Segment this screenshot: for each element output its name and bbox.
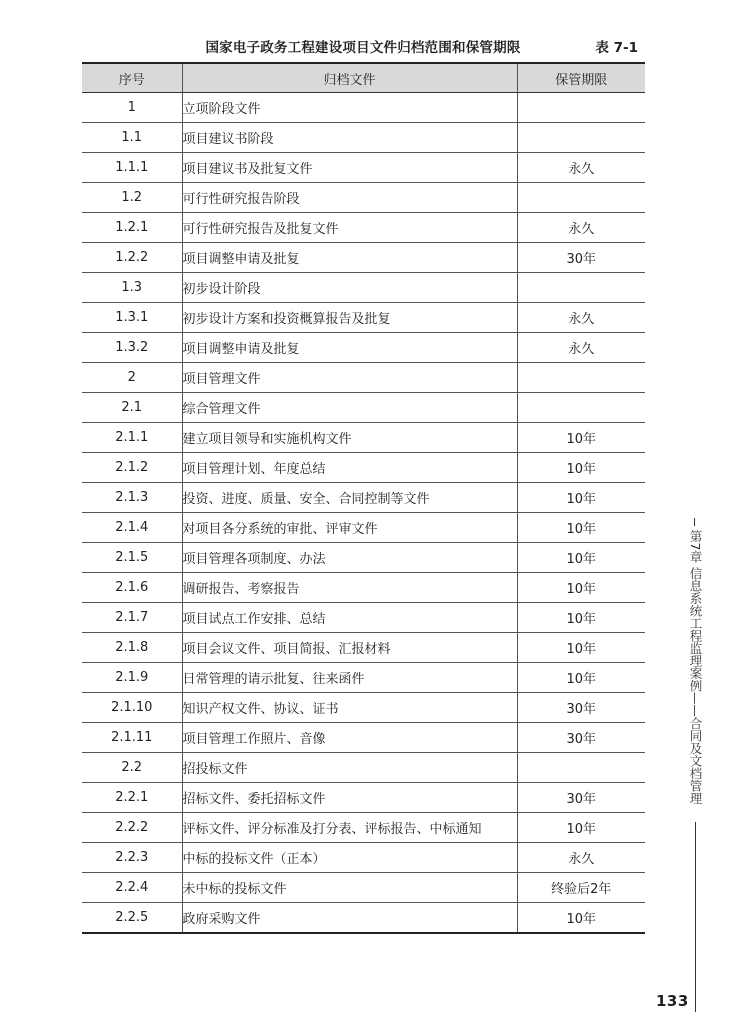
table-row bbox=[82, 543, 645, 573]
row-retention: 10年 bbox=[517, 453, 645, 483]
table-row bbox=[82, 813, 645, 843]
row-retention bbox=[517, 753, 645, 783]
side-rule-bottom bbox=[695, 822, 696, 1012]
table-row bbox=[82, 573, 645, 603]
row-document: 项目建议书阶段 bbox=[182, 123, 517, 153]
row-retention: 10年 bbox=[517, 513, 645, 543]
page-number: 133 bbox=[656, 992, 689, 1010]
row-serial: 1.1.1 bbox=[82, 153, 182, 183]
row-serial: 2.1.6 bbox=[82, 573, 182, 603]
row-retention: 10年 bbox=[517, 903, 645, 934]
table-row bbox=[82, 303, 645, 333]
row-retention: 永久 bbox=[517, 333, 645, 363]
table-row bbox=[82, 783, 645, 813]
table-row bbox=[82, 363, 645, 393]
table-row bbox=[82, 183, 645, 213]
row-serial: 2 bbox=[82, 363, 182, 393]
table-row bbox=[82, 393, 645, 423]
row-serial: 1.3 bbox=[82, 273, 182, 303]
table-row bbox=[82, 723, 645, 753]
row-document: 项目调整申请及批复 bbox=[182, 333, 517, 363]
table-row bbox=[82, 513, 645, 543]
row-retention: 10年 bbox=[517, 573, 645, 603]
table-row bbox=[82, 153, 645, 183]
row-document: 对项目各分系统的审批、评审文件 bbox=[182, 513, 517, 543]
row-document: 中标的投标文件（正本） bbox=[182, 843, 517, 873]
row-retention: 30年 bbox=[517, 693, 645, 723]
row-document: 项目试点工作安排、总结 bbox=[182, 603, 517, 633]
row-document: 可行性研究报告及批复文件 bbox=[182, 213, 517, 243]
row-retention: 永久 bbox=[517, 153, 645, 183]
row-retention: 10年 bbox=[517, 543, 645, 573]
row-serial: 2.2.5 bbox=[82, 903, 182, 934]
table-row bbox=[82, 483, 645, 513]
header-retention: 保管期限 bbox=[517, 63, 645, 93]
table-row bbox=[82, 93, 645, 123]
row-retention: 10年 bbox=[517, 603, 645, 633]
row-document: 初步设计阶段 bbox=[182, 273, 517, 303]
row-serial: 2.1.8 bbox=[82, 633, 182, 663]
row-retention: 永久 bbox=[517, 843, 645, 873]
table-title: 国家电子政务工程建设项目文件归档范围和保管期限 bbox=[205, 40, 521, 56]
row-serial: 2.2.1 bbox=[82, 783, 182, 813]
row-retention bbox=[517, 273, 645, 303]
table-row bbox=[82, 693, 645, 723]
table-row bbox=[82, 243, 645, 273]
row-serial: 2.2.3 bbox=[82, 843, 182, 873]
row-document: 招标文件、委托招标文件 bbox=[182, 783, 517, 813]
row-serial: 2.1.2 bbox=[82, 453, 182, 483]
row-retention: 30年 bbox=[517, 783, 645, 813]
row-document: 调研报告、考察报告 bbox=[182, 573, 517, 603]
row-serial: 2.2 bbox=[82, 753, 182, 783]
table-caption bbox=[82, 34, 644, 58]
header-document: 归档文件 bbox=[182, 63, 517, 93]
row-serial: 1.3.1 bbox=[82, 303, 182, 333]
row-serial: 1 bbox=[82, 93, 182, 123]
row-document: 建立项目领导和实施机构文件 bbox=[182, 423, 517, 453]
row-document: 项目管理各项制度、办法 bbox=[182, 543, 517, 573]
row-document: 项目管理工作照片、音像 bbox=[182, 723, 517, 753]
row-serial: 2.1.11 bbox=[82, 723, 182, 753]
row-retention: 10年 bbox=[517, 813, 645, 843]
row-retention: 永久 bbox=[517, 303, 645, 333]
row-retention: 10年 bbox=[517, 633, 645, 663]
table-row bbox=[82, 123, 645, 153]
table-row bbox=[82, 633, 645, 663]
row-document: 初步设计方案和投资概算报告及批复 bbox=[182, 303, 517, 333]
row-retention bbox=[517, 183, 645, 213]
side-rule-top bbox=[694, 518, 695, 526]
table-number: 表 7-1 bbox=[595, 40, 638, 56]
row-serial: 1.2.1 bbox=[82, 213, 182, 243]
row-document: 知识产权文件、协议、证书 bbox=[182, 693, 517, 723]
table-row bbox=[82, 423, 645, 453]
row-document: 项目会议文件、项目简报、汇报材料 bbox=[182, 633, 517, 663]
row-document: 项目建议书及批复文件 bbox=[182, 153, 517, 183]
row-serial: 2.1.1 bbox=[82, 423, 182, 453]
row-serial: 1.1 bbox=[82, 123, 182, 153]
row-document: 招投标文件 bbox=[182, 753, 517, 783]
row-serial: 2.1.7 bbox=[82, 603, 182, 633]
row-document: 评标文件、评分标准及打分表、评标报告、中标通知 bbox=[182, 813, 517, 843]
row-document: 日常管理的请示批复、往来函件 bbox=[182, 663, 517, 693]
table-row bbox=[82, 903, 645, 934]
row-retention: 30年 bbox=[517, 243, 645, 273]
row-retention bbox=[517, 363, 645, 393]
row-serial: 2.1.5 bbox=[82, 543, 182, 573]
table-row bbox=[82, 333, 645, 363]
table-row bbox=[82, 873, 645, 903]
row-document: 项目调整申请及批复 bbox=[182, 243, 517, 273]
header-serial: 序号 bbox=[82, 63, 182, 93]
row-serial: 2.2.2 bbox=[82, 813, 182, 843]
table-row bbox=[82, 273, 645, 303]
row-document: 综合管理文件 bbox=[182, 393, 517, 423]
row-serial: 2.1.10 bbox=[82, 693, 182, 723]
row-serial: 2.1.3 bbox=[82, 483, 182, 513]
table-row bbox=[82, 843, 645, 873]
table-row bbox=[82, 453, 645, 483]
table-row bbox=[82, 603, 645, 633]
row-retention: 10年 bbox=[517, 483, 645, 513]
row-retention: 30年 bbox=[517, 723, 645, 753]
row-retention: 10年 bbox=[517, 423, 645, 453]
row-document: 未中标的投标文件 bbox=[182, 873, 517, 903]
row-serial: 2.2.4 bbox=[82, 873, 182, 903]
row-serial: 2.1 bbox=[82, 393, 182, 423]
row-serial: 2.1.9 bbox=[82, 663, 182, 693]
row-document: 投资、进度、质量、安全、合同控制等文件 bbox=[182, 483, 517, 513]
archive-table bbox=[82, 62, 645, 934]
row-retention bbox=[517, 93, 645, 123]
table-header-row bbox=[82, 63, 645, 93]
row-document: 可行性研究报告阶段 bbox=[182, 183, 517, 213]
row-document: 项目管理计划、年度总结 bbox=[182, 453, 517, 483]
chapter-side-text: 第7章 信息系统工程监理案例——合同及文档管理 bbox=[688, 530, 703, 805]
row-retention: 10年 bbox=[517, 663, 645, 693]
table-row bbox=[82, 663, 645, 693]
chapter-side-tab bbox=[680, 518, 710, 818]
table-body bbox=[82, 93, 645, 934]
table-row bbox=[82, 213, 645, 243]
row-document: 政府采购文件 bbox=[182, 903, 517, 934]
row-serial: 1.2 bbox=[82, 183, 182, 213]
row-serial: 2.1.4 bbox=[82, 513, 182, 543]
row-retention bbox=[517, 393, 645, 423]
row-serial: 1.3.2 bbox=[82, 333, 182, 363]
row-document: 项目管理文件 bbox=[182, 363, 517, 393]
row-retention bbox=[517, 123, 645, 153]
row-document: 立项阶段文件 bbox=[182, 93, 517, 123]
row-retention: 永久 bbox=[517, 213, 645, 243]
table-row bbox=[82, 753, 645, 783]
row-retention: 终验后2年 bbox=[517, 873, 645, 903]
row-serial: 1.2.2 bbox=[82, 243, 182, 273]
